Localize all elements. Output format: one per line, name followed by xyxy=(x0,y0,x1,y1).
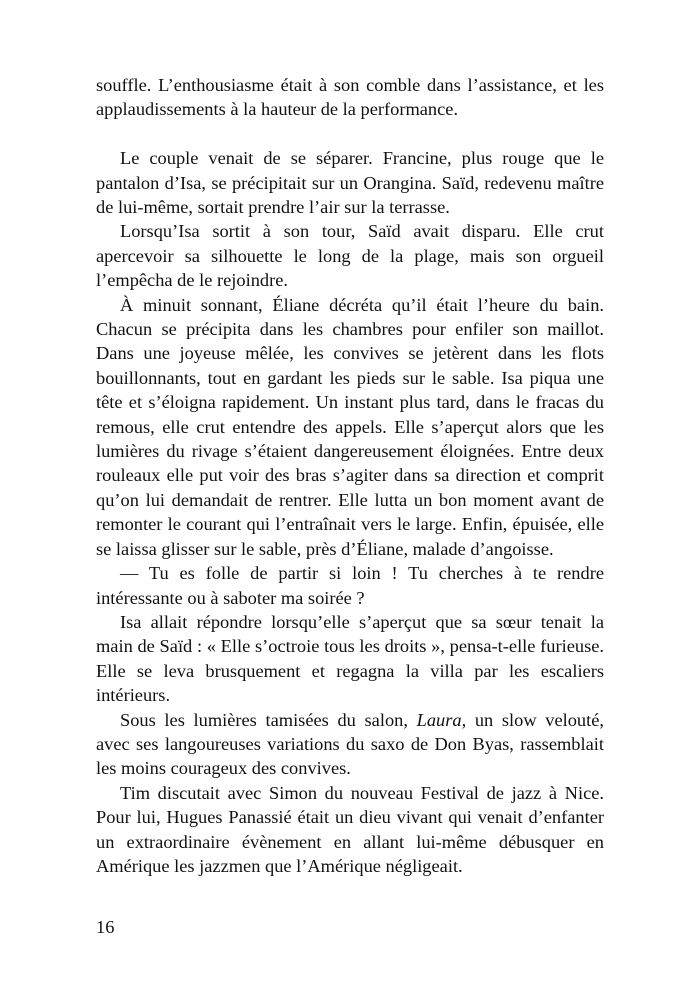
paragraph-2: Le couple venait de se séparer. Francine, plus rouge que le pantalon d’Isa, se précipitait sur un Orangina. Saïd, redevenu maître de lui-même, sortait prendre l’air sur la terrasse. xyxy=(96,148,604,218)
page-number: 16 xyxy=(96,917,115,937)
paragraph-8: Tim discutait avec Simon du nouveau Festival de jazz à Nice. Pour lui, Hugues Panassié était un dieu vivant qui venait d’enfanter un extraordinaire évènement en allant lui-même débusquer en Amérique les jazzmen que l’Amérique négligeait. xyxy=(96,782,604,876)
paragraph-7-before: Sous les lumières tamisées du salon, xyxy=(120,709,417,730)
body-text xyxy=(96,73,604,878)
paragraph-4: À minuit sonnant, Éliane décréta qu’il était l’heure du bain. Chacun se précipita dans les chambres pour enfiler son maillot. Dans une joyeuse mêlée, les convives se jetèrent dans les flots bouillonnants, tout en gardant les pieds sur le sable. Isa piqua une tête et s’éloigna rapidement. Un instant plus tard, dans le fracas du remous, elle crut entendre des appels. Elle s’aperçut alors que les lumières du rivage s’étaient dangereusement éloignées. Entre deux rouleaux elle put voir des bras s’agiter dans sa direction et comprit qu’on lui demandait de rentrer. Elle lutta un bon moment avant de remonter le courant qui l’entraînait vers le large. Enfin, épuisée, elle se laissa glisser sur le sable, près d’Éliane, malade d’angoisse. xyxy=(96,294,604,559)
paragraph-7 xyxy=(96,708,604,781)
paragraph-7-after: , un slow velouté, avec ses langoureuses variations du saxo de Don Byas, rassemblait les moins courageux des convives. xyxy=(96,709,604,779)
song-title: Laura xyxy=(416,709,462,730)
paragraph-3: Lorsqu’Isa sortit à son tour, Saïd avait disparu. Elle crut apercevoir sa silhouette le long de la plage, mais son orgueil l’empêcha de le rejoindre. xyxy=(96,221,604,291)
dialogue-paragraph: — Tu es folle de partir si loin ! Tu cherches à te rendre intéressante ou à saboter ma soirée ? xyxy=(96,563,604,608)
paragraph-1: souffle. L’enthousiasme était à son comble dans l’assistance, et les applaudissements à la hauteur de la performance. xyxy=(96,75,604,120)
paragraph-6: Isa allait répondre lorsqu’elle s’aperçut que sa sœur tenait la main de Saïd : « Elle s’octroie tous les droits », pensa-t-elle furieuse. Elle se leva brusquement et regagna la villa par les escaliers intérieurs. xyxy=(96,611,604,706)
